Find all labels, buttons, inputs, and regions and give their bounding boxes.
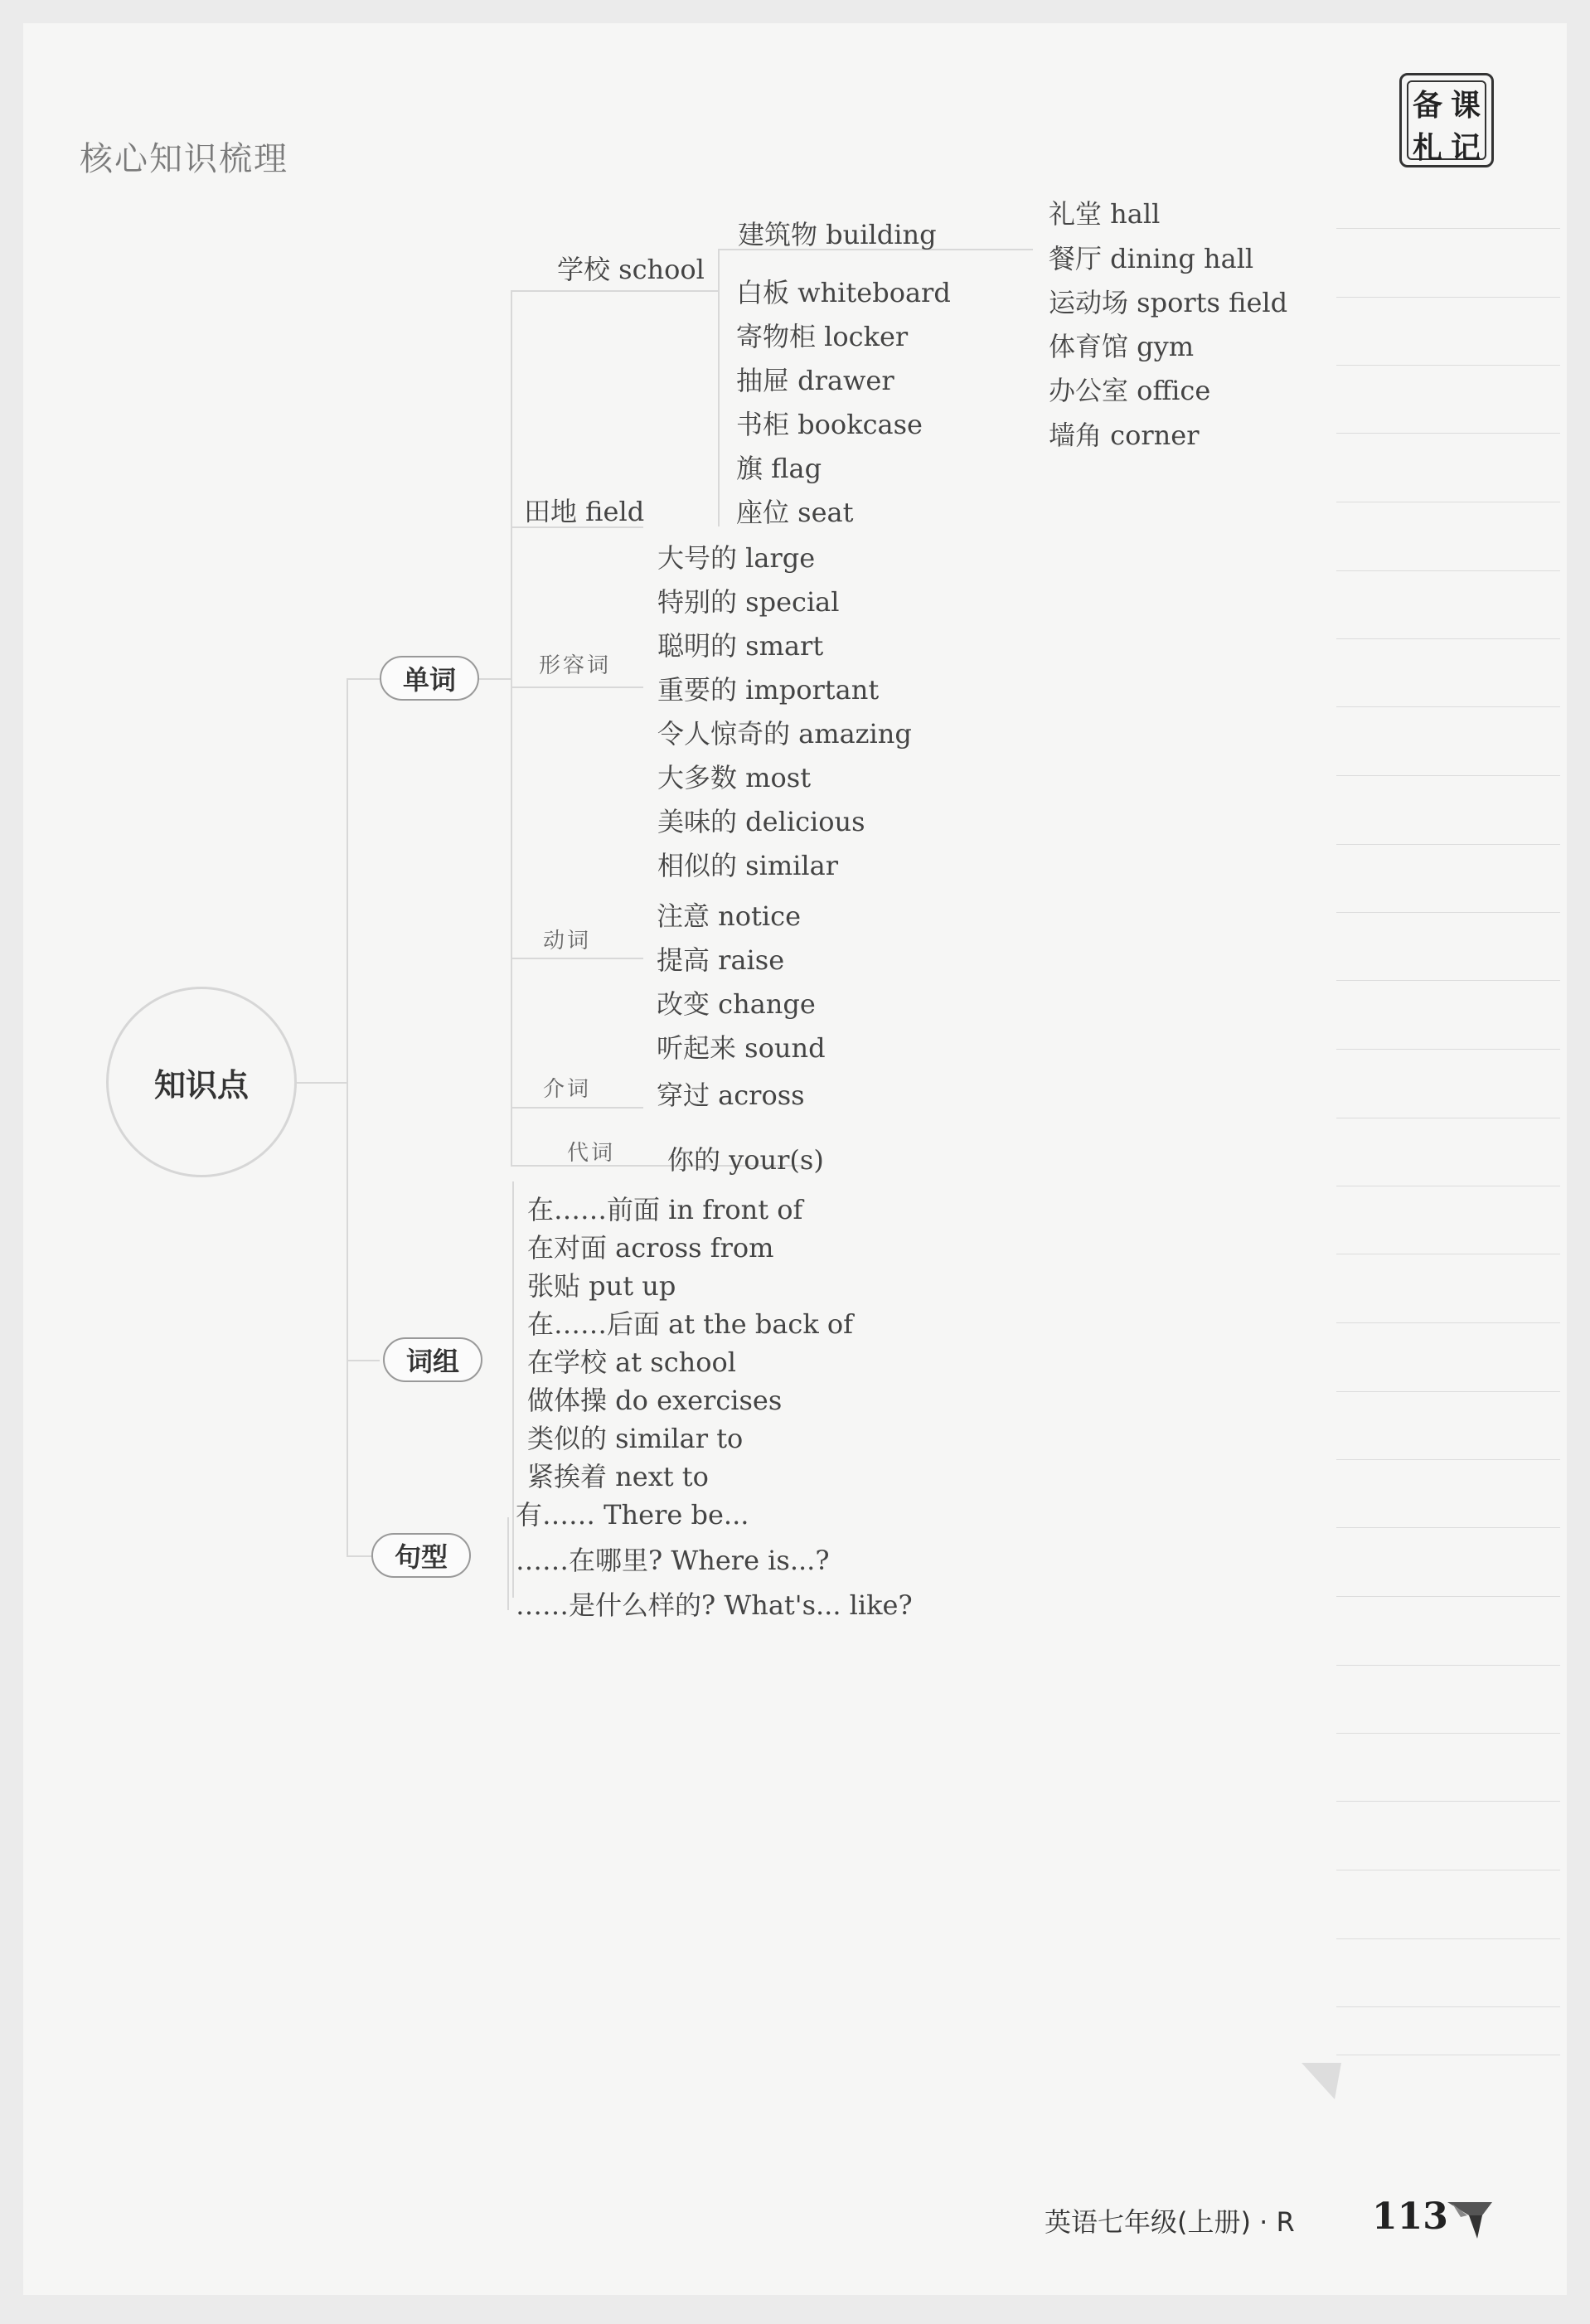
building-item: 礼堂 hall bbox=[1049, 198, 1161, 230]
page-corner-mark bbox=[1302, 2063, 1343, 2104]
adjective-item: 重要的 important bbox=[657, 674, 880, 706]
classroom-item: 抽屉 drawer bbox=[736, 365, 894, 396]
adjective-item: 大多数 most bbox=[657, 762, 812, 793]
pronoun-item: 你的 your(s) bbox=[667, 1144, 824, 1176]
phrase-item: 在学校 at school bbox=[527, 1346, 737, 1378]
adjective-item: 令人惊奇的 amazing bbox=[657, 718, 912, 750]
sentence-item: ……是什么样的? What's... like? bbox=[516, 1589, 913, 1621]
branch-phrases: 词组 bbox=[383, 1337, 482, 1382]
section-title: 核心知识梳理 bbox=[80, 140, 288, 178]
building-item: 体育馆 gym bbox=[1049, 331, 1195, 362]
classroom-item: 座位 seat bbox=[736, 497, 854, 528]
phrase-item: 张贴 put up bbox=[527, 1270, 676, 1302]
building-item: 运动场 sports field bbox=[1049, 287, 1288, 318]
notes-stamp bbox=[1399, 73, 1494, 167]
preposition-item: 穿过 across bbox=[657, 1080, 805, 1111]
classroom-item: 旗 flag bbox=[736, 453, 822, 484]
verb-item: 听起来 sound bbox=[657, 1032, 826, 1064]
phrase-item: 做体操 do exercises bbox=[527, 1385, 783, 1416]
page-number: 113 bbox=[1372, 2195, 1448, 2238]
center-node bbox=[106, 987, 297, 1177]
noun-building: 建筑物 building bbox=[738, 219, 937, 250]
classroom-item: 白板 whiteboard bbox=[736, 277, 951, 308]
building-item: 办公室 office bbox=[1049, 375, 1211, 406]
pronoun-label: 代词 bbox=[567, 1141, 616, 1166]
phrase-item: 类似的 similar to bbox=[527, 1423, 744, 1454]
stamp-char: 札 bbox=[1412, 131, 1442, 165]
adjective-item: 美味的 delicious bbox=[657, 806, 865, 837]
branch-sentences: 句型 bbox=[371, 1533, 471, 1578]
noun-school: 学校 school bbox=[557, 254, 705, 285]
building-item: 墙角 corner bbox=[1049, 420, 1200, 451]
phrase-item: 紧挨着 next to bbox=[527, 1461, 709, 1492]
branch-words: 单词 bbox=[380, 656, 479, 701]
stamp-char: 记 bbox=[1450, 131, 1481, 165]
page-arrow-icon bbox=[1444, 2199, 1495, 2242]
footer-book: 英语七年级(上册) · R bbox=[1045, 2206, 1295, 2238]
classroom-item: 寄物柜 locker bbox=[736, 321, 909, 352]
verb-label: 动词 bbox=[543, 929, 592, 953]
phrase-item: 在……前面 in front of bbox=[527, 1194, 803, 1225]
center-label: 知识点 bbox=[153, 1066, 249, 1104]
stamp-char: 课 bbox=[1450, 89, 1481, 123]
sentence-item: 有…… There be... bbox=[516, 1499, 749, 1531]
verb-item: 注意 notice bbox=[657, 900, 802, 932]
building-item: 餐厅 dining hall bbox=[1049, 243, 1254, 274]
classroom-item: 书柜 bookcase bbox=[736, 409, 923, 440]
adjective-label: 形容词 bbox=[539, 653, 612, 678]
verb-item: 提高 raise bbox=[657, 944, 785, 976]
stamp-char: 备 bbox=[1412, 89, 1442, 123]
adjective-item: 相似的 similar bbox=[657, 850, 839, 881]
noun-field: 田地 field bbox=[524, 496, 645, 527]
phrase-item: 在对面 across from bbox=[527, 1232, 774, 1264]
verb-item: 改变 change bbox=[657, 988, 816, 1020]
phrase-item: 在……后面 at the back of bbox=[527, 1308, 854, 1340]
adjective-item: 特别的 special bbox=[657, 586, 840, 618]
preposition-label: 介词 bbox=[543, 1077, 592, 1102]
adjective-item: 大号的 large bbox=[657, 542, 816, 574]
adjective-item: 聪明的 smart bbox=[657, 630, 824, 662]
sentence-item: ……在哪里? Where is...? bbox=[516, 1545, 830, 1576]
